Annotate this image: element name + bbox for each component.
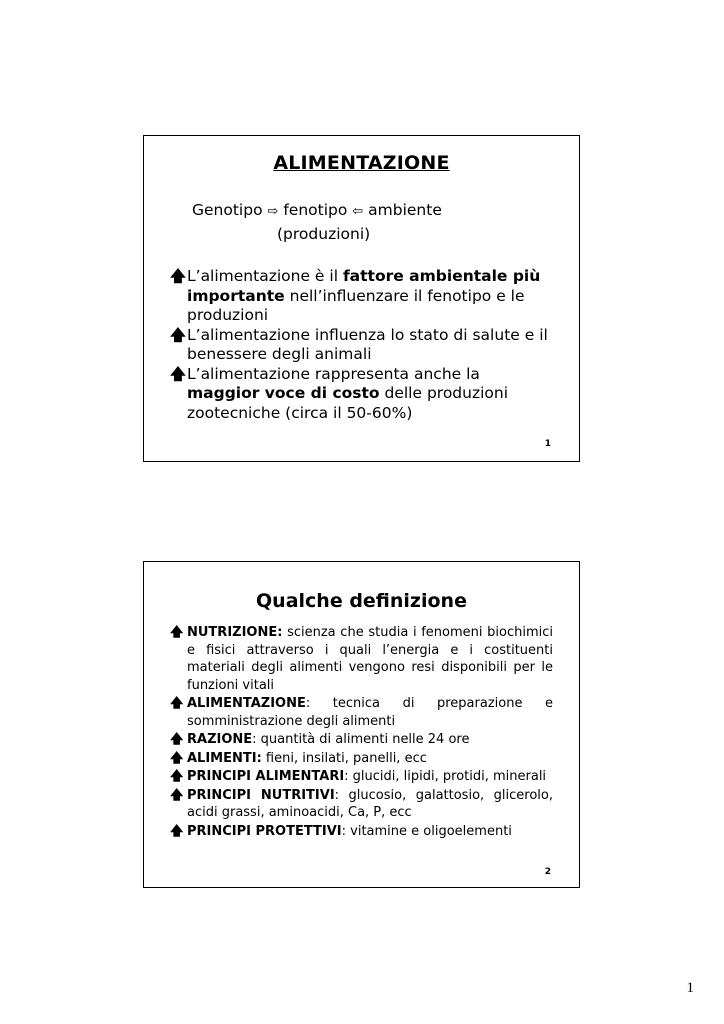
arrow-left-icon: ⇦ [352, 204, 364, 219]
up-arrow-bullet-icon: 🡅 [170, 625, 184, 640]
definition-term: PRINCIPI ALIMENTARI [187, 769, 345, 784]
document-page-number: 1 [686, 980, 694, 996]
up-arrow-bullet-icon: 🡅 [170, 732, 184, 747]
list-item [170, 326, 553, 365]
arrow-right-icon: ⇨ [267, 204, 279, 219]
list-item [170, 750, 553, 768]
definition-text: : glucosio, galattosio, glicerolo, acidi grassi, aminoacidi, Ca, P, ecc [187, 787, 553, 820]
list-item [170, 365, 553, 424]
definition-text: scienza che studia i fenomeni biochimici e fisici attraverso i quali l’energia e i costituenti materiali degli alimenti vengono resi disponibili per le funzioni vitali [187, 625, 553, 693]
genotype-line [192, 201, 442, 219]
bullet-text: delle produzioni zootecniche (circa il 50-60%) [187, 384, 509, 422]
up-arrow-bullet-icon: 🡅 [170, 267, 186, 285]
slide-1-title: ALIMENTAZIONE [273, 152, 450, 174]
up-arrow-bullet-icon: 🡅 [170, 325, 186, 344]
bullet-text: L’alimentazione rappresenta anche la [187, 364, 480, 383]
list-item [170, 695, 553, 730]
definition-term: NUTRIZIONE: [187, 625, 283, 640]
slide-2 [143, 561, 580, 888]
slide-2-title: Qualche definizione [256, 590, 467, 612]
list-item [170, 823, 553, 841]
produzioni-text: (produzioni) [277, 225, 371, 243]
definition-term: PRINCIPI NUTRITIVI [187, 787, 335, 803]
up-arrow-bullet-icon: 🡅 [170, 750, 184, 766]
bullet-bold-text: fattore ambientale più importante [187, 267, 541, 305]
definition-text: : vitamine e oligoelementi [341, 823, 512, 839]
definition-text: : quantità di alimenti nelle 24 ore [252, 732, 470, 747]
list-item [170, 624, 553, 694]
slide-1-bullet-list [170, 267, 553, 423]
slide-1-page-number: 1 [544, 439, 551, 449]
bullet-bold-text: maggior voce di costo [187, 384, 380, 402]
list-item [170, 787, 553, 822]
definition-term: PRINCIPI PROTETTIVI [187, 823, 342, 839]
bullet-text: L’alimentazione influenza lo stato di salute e il benessere degli animali [187, 325, 548, 363]
bullet-text: nell’influenzare il fenotipo e le produzioni [187, 286, 525, 324]
up-arrow-bullet-icon: 🡅 [170, 787, 184, 803]
bullet-text: L’alimentazione è il [187, 267, 343, 285]
up-arrow-bullet-icon: 🡅 [170, 364, 186, 383]
list-item [170, 267, 553, 326]
definition-term: RAZIONE [187, 732, 253, 747]
slide-2-page-number: 2 [544, 867, 551, 877]
up-arrow-bullet-icon: 🡅 [170, 823, 184, 839]
slide-2-bullet-list [170, 624, 553, 841]
up-arrow-bullet-icon: 🡅 [170, 769, 184, 784]
definition-text: : glucidi, lipidi, protidi, minerali [344, 769, 547, 784]
genotipo-text: Genotipo [192, 201, 263, 219]
up-arrow-bullet-icon: 🡅 [170, 696, 184, 711]
definition-text: fieni, insilati, panelli, ecc [261, 750, 427, 766]
fenotipo-text: fenotipo [283, 201, 348, 219]
list-item [170, 768, 553, 786]
ambiente-text: ambiente [368, 201, 442, 219]
list-item [170, 731, 553, 749]
definition-term: ALIMENTI: [187, 750, 262, 766]
slide-1 [143, 135, 580, 462]
definition-text: : tecnica di preparazione e somministrazione degli alimenti [187, 696, 553, 729]
definition-term: ALIMENTAZIONE [187, 696, 306, 711]
